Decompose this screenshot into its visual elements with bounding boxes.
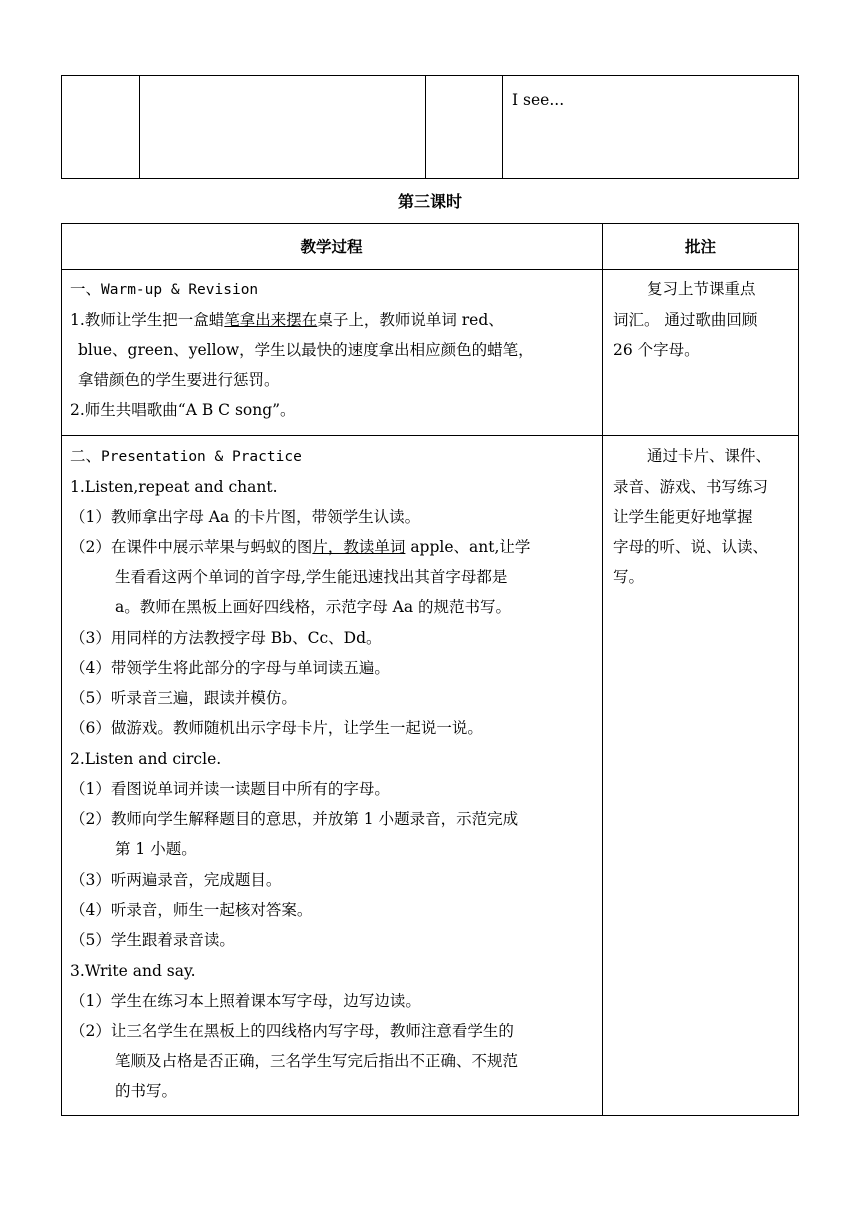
note-line: 通过卡片、课件、 <box>647 447 772 465</box>
note-line: 词汇。 通过歌曲回顾 <box>613 311 758 329</box>
text-line: 2.师生共唱歌曲“A B C song”。 <box>70 401 296 419</box>
text-line: （1）学生在练习本上照着课本写字母，边写边读。 <box>70 992 421 1010</box>
column-divider <box>602 223 603 1116</box>
section-heading-text: Presentation & Practice <box>101 449 302 465</box>
text-line: （3）听两遍录音，完成题目。 <box>70 871 282 889</box>
text-line: blue、green、yellow，学生以最快的速度拿出相应颜色的蜡笔， <box>78 341 534 359</box>
text-line: a。教师在黑板上画好四线格，示范字母 Aa 的规范书写。 <box>115 598 512 616</box>
subsection-title: 3.Write and say. <box>70 962 196 980</box>
underlined-text: 片，教读单词 <box>312 538 406 556</box>
top-table-divider <box>139 75 140 179</box>
text-line: 的书写。 <box>115 1082 178 1100</box>
section-heading-text: Warm-up & Revision <box>101 282 259 298</box>
section-heading-prefix: 二、 <box>70 447 102 465</box>
note-line: 26 个字母。 <box>613 341 700 359</box>
text-line: （1）看图说单词并读一读题目中所有的字母。 <box>70 780 390 798</box>
top-table-divider <box>502 75 503 179</box>
text-line: （6）做游戏。教师随机出示字母卡片，让学生一起说一说。 <box>70 719 483 737</box>
top-table <box>61 75 799 179</box>
note-line: 录音、游戏、书写练习 <box>613 478 769 496</box>
section-heading <box>70 446 302 467</box>
text-line: 笔顺及占格是否正确，三名学生写完后指出不正确、不规范 <box>115 1052 519 1070</box>
top-table-divider <box>425 75 426 179</box>
section-heading <box>70 279 258 300</box>
text-run: 1.教师让学生把一盒蜡 <box>70 311 225 329</box>
text-line: （3）用同样的方法教授字母 Bb、Cc、Dd。 <box>70 629 382 647</box>
text-run: apple、ant,让学 <box>405 538 531 556</box>
lesson-title: 第三课时 <box>397 192 462 211</box>
text-line: 第 1 小题。 <box>115 840 197 858</box>
text-line: （4）带领学生将此部分的字母与单词读五遍。 <box>70 659 390 677</box>
underlined-text: 笔拿出来摆在 <box>224 311 318 329</box>
row-divider <box>61 435 799 436</box>
text-line: 生看看这两个单词的首字母,学生能迅速找出其首字母都是 <box>115 568 508 586</box>
text-line: （5）学生跟着录音读。 <box>70 931 235 949</box>
text-line: （5）听录音三遍，跟读并模仿。 <box>70 689 297 707</box>
text-run: （2）在课件中展示苹果与蚂蚁的图 <box>70 538 313 556</box>
text-line: （2）让三名学生在黑板上的四线格内写字母，教师注意看学生的 <box>70 1022 514 1040</box>
text-line: （2）教师向学生解释题目的意思，并放第 1 小题录音，示范完成 <box>70 810 519 828</box>
text-line: （1）教师拿出字母 Aa 的卡片图，带领学生认读。 <box>70 508 421 526</box>
note-line: 复习上节课重点 <box>647 280 756 298</box>
note-line: 写。 <box>613 568 645 586</box>
header-notes: 批注 <box>684 238 716 256</box>
section-heading-prefix: 一、 <box>70 280 102 298</box>
subsection-title: 2.Listen and circle. <box>70 750 222 768</box>
header-process: 教学过程 <box>300 238 363 256</box>
note-line: 让学生能更好地掌握 <box>613 508 753 526</box>
text-line: 拿错颜色的学生要进行惩罚。 <box>78 371 280 389</box>
text-line: （4）听录音，师生一起核对答案。 <box>70 901 313 919</box>
header-divider <box>61 269 799 270</box>
top-table-cell-text: I see... <box>512 91 565 109</box>
text-line <box>70 310 504 330</box>
note-line: 字母的听、说、认读、 <box>613 538 769 556</box>
text-run: 桌子上，教师说单词 red、 <box>317 311 504 329</box>
text-line <box>70 537 530 557</box>
subsection-title: 1.Listen,repeat and chant. <box>70 478 278 496</box>
